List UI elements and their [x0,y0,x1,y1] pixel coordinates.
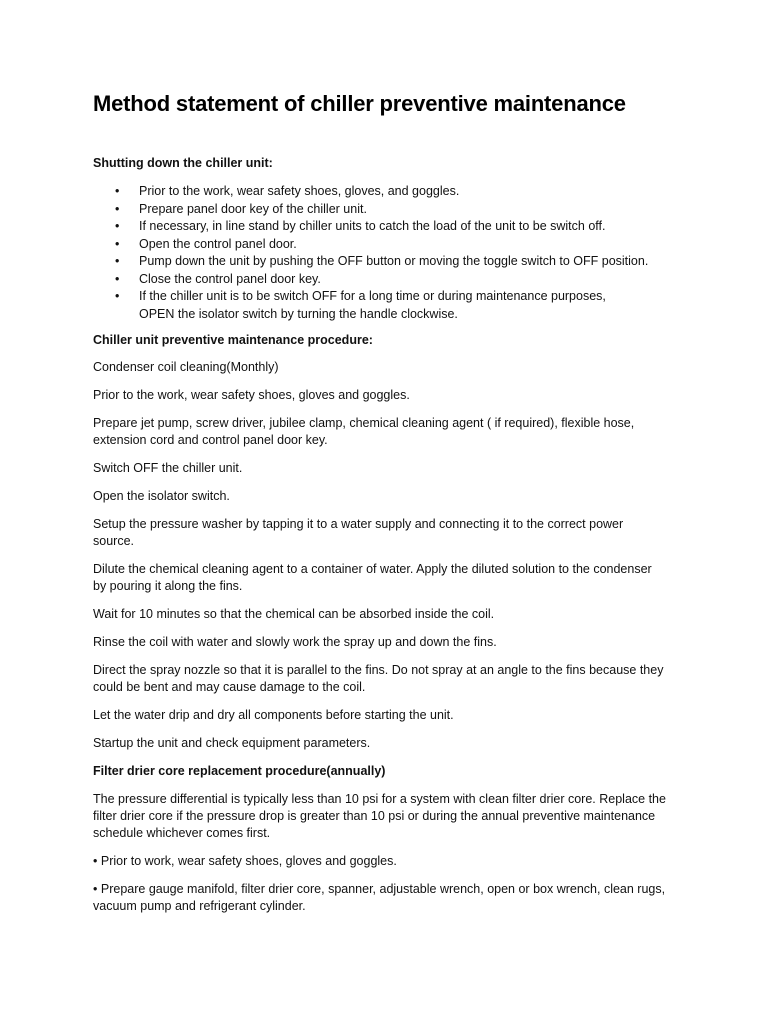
bullet-icon: • [115,201,120,216]
paragraph: Let the water drip and dry all components before starting the unit. [93,708,454,722]
filter-bullet-item: • Prior to work, wear safety shoes, gloves and goggles. [93,854,397,868]
bullet-icon: • [115,254,120,268]
bullet-icon: • [115,271,120,286]
list-item: • Pump down the unit by pushing the OFF button or moving the toggle switch to OFF position. [93,253,693,271]
paragraph: Setup the pressure washer by tapping it to a water supply and connecting it to the correct power source. [93,517,624,548]
bullet-icon: • [115,289,120,303]
list-item: • If necessary, in line stand by chiller units to catch the load of the unit to be switch off. [93,218,693,236]
procedure-heading: Chiller unit preventive maintenance procedure: [93,333,373,347]
shutdown-heading: Shutting down the chiller unit: [93,156,273,170]
paragraph: Direct the spray nozzle so that it is parallel to the fins. Do not spray at an angle to the fins because they could be bent and may cause damage to the coil. [93,663,664,694]
list-item: • If the chiller unit is to be switch OFF for a long time or during maintenance purposes, OPEN the isolator switch by turning the handle clockwise. [115,289,606,321]
bullet-icon: • [115,236,120,251]
bullet-icon: • [115,184,120,198]
paragraph: Switch OFF the chiller unit. [93,461,243,475]
paragraph: Prepare jet pump, screw driver, jubilee clamp, chemical cleaning agent ( if required), flexible hose, extension cord and control panel door key. [93,416,635,447]
filter-heading: Filter drier core replacement procedure(annually) [93,764,386,778]
document-title: Method statement of chiller preventive maintenance [93,91,626,116]
list-item: • Prepare panel door key of the chiller unit. [93,201,693,219]
paragraph: Open the isolator switch. [93,489,230,503]
bullet-icon: • [93,882,98,896]
document-page [93,90,693,915]
paragraph: Startup the unit and check equipment parameters. [93,736,371,750]
condenser-heading: Condenser coil cleaning(Monthly) [93,360,279,374]
paragraph: Wait for 10 minutes so that the chemical can be absorbed inside the coil. [93,607,495,621]
list-item: • Prior to the work, wear safety shoes, gloves, and goggles. [93,183,693,201]
bullet-icon: • [93,854,98,868]
filter-bullet-item: • Prepare gauge manifold, filter drier core, spanner, adjustable wrench, open or box wrench, clean rugs, vacuum pump and refrigerant cylinder. [93,882,666,913]
shutdown-list [93,183,693,323]
paragraph: Prior to the work, wear safety shoes, gloves and goggles. [93,388,410,402]
filter-intro: The pressure differential is typically less than 10 psi for a system with clean filter drier core. Replace the filter drier core if the pressure drop is greater than 10 psi or during the annual preventive maintenance schedule whichever comes first. [93,792,666,840]
list-item: • Open the control panel door. [93,236,693,254]
paragraph: Dilute the chemical cleaning agent to a container of water. Apply the diluted solution to the condenser by pouring it along the fins. [93,562,652,593]
paragraph: Rinse the coil with water and slowly work the spray up and down the fins. [93,635,497,649]
list-item: • Close the control panel door key. [93,271,693,289]
bullet-icon: • [115,219,120,233]
